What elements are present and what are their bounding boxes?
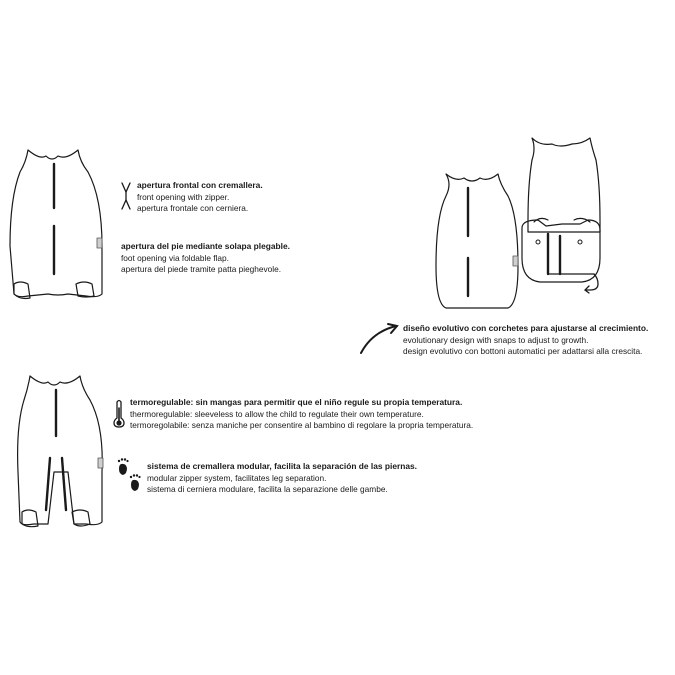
curved-arrow-icon xyxy=(358,322,400,356)
feature-zipper xyxy=(137,180,263,215)
sleepsuit-foot-flap-illustration xyxy=(6,146,106,306)
feature-modular-zipper xyxy=(147,461,417,496)
feature-thermoregulable xyxy=(130,397,473,432)
feature-modular-it: sistema di cerniera modulare, facilita la separazione delle gambe. xyxy=(147,484,388,494)
feature-evolutive-title: diseño evolutivo con corchetes para ajustarse al crecimiento. xyxy=(403,323,649,333)
rotate-arrow-icon xyxy=(582,272,600,294)
sleeping-bag-illustration xyxy=(432,170,522,312)
feature-thermo-title: termoregulable: sin mangas para permitir que el niño regule su propia temperatura. xyxy=(130,397,463,407)
thermometer-icon xyxy=(112,399,126,429)
feature-evolutive-it: design evolutivo con bottoni automatici per adattarsi alla crescita. xyxy=(403,346,643,356)
feature-zipper-en: front opening with zipper. xyxy=(137,191,230,202)
footprints-icon xyxy=(115,456,145,496)
feature-evolutive-en: evolutionary design with snaps to adjust to growth. xyxy=(403,334,589,345)
sleepsuit-legs-illustration xyxy=(12,372,108,534)
feature-foot-it: apertura del piede tramite patta pieghevole. xyxy=(121,264,282,274)
feature-modular-en: modular zipper system, facilitates leg separation. xyxy=(147,472,327,483)
sleeping-bag-snaps-illustration xyxy=(520,134,610,294)
feature-foot-opening xyxy=(121,241,290,276)
feature-modular-title: sistema de cremallera modular, facilita la separación de las piernas. xyxy=(147,461,417,471)
feature-foot-en: foot opening via foldable flap. xyxy=(121,252,229,263)
feature-thermo-en: thermoregulable: sleeveless to allow the child to regulate their own temperature. xyxy=(130,408,424,419)
feature-zipper-it: apertura frontale con cerniera. xyxy=(137,203,249,213)
zipper-teeth-icon xyxy=(121,182,131,210)
feature-evolutive xyxy=(403,323,648,358)
feature-thermo-it: termoregolabile: senza maniche per consentire al bambino di regolare la propria temperatura. xyxy=(130,420,474,430)
feature-zipper-title: apertura frontal con cremallera. xyxy=(137,180,263,190)
feature-foot-title: apertura del pie mediante solapa plegable. xyxy=(121,241,290,251)
